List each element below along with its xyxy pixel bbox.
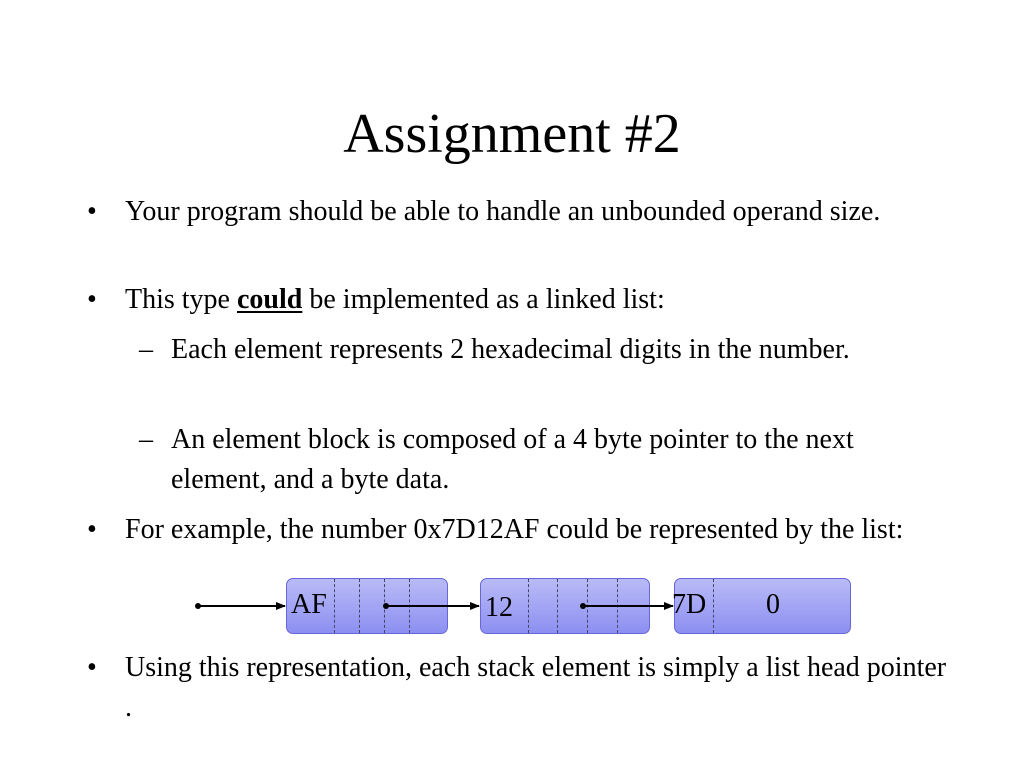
bullet-marker: • <box>87 284 97 315</box>
bullet-text: Your program should be able to handle an unbounded operand size. <box>125 196 881 227</box>
bullet-text-end: be implemented as a linked list: <box>302 284 665 315</box>
bullet-marker: • <box>87 514 97 545</box>
bullet-marker: • <box>87 196 97 227</box>
dash-marker: – <box>139 424 153 455</box>
bullet-text: For example, the number 0x7D12AF could be represented by the list: <box>125 514 904 545</box>
emphasis-word: could <box>237 284 303 315</box>
null-pointer: 0 <box>766 589 780 620</box>
bullet-item-4 <box>87 648 947 728</box>
node-data: 7D <box>672 589 707 620</box>
node-data: 12 <box>485 592 513 623</box>
dash-marker: – <box>139 334 153 365</box>
node-data: AF <box>291 589 327 620</box>
sub-bullet-text: An element block is composed of a 4 byte pointer to the next element, and a byte data. <box>171 424 854 495</box>
slide-title: Assignment #2 <box>343 103 681 165</box>
bullet-marker: • <box>87 652 97 683</box>
bullet-text: Using this representation, each stack element is simply a list head pointer . <box>125 652 947 723</box>
sub-bullet-text: Each element represents 2 hexadecimal digits in the number. <box>171 334 850 365</box>
bullet-text-start: This type <box>125 284 237 315</box>
